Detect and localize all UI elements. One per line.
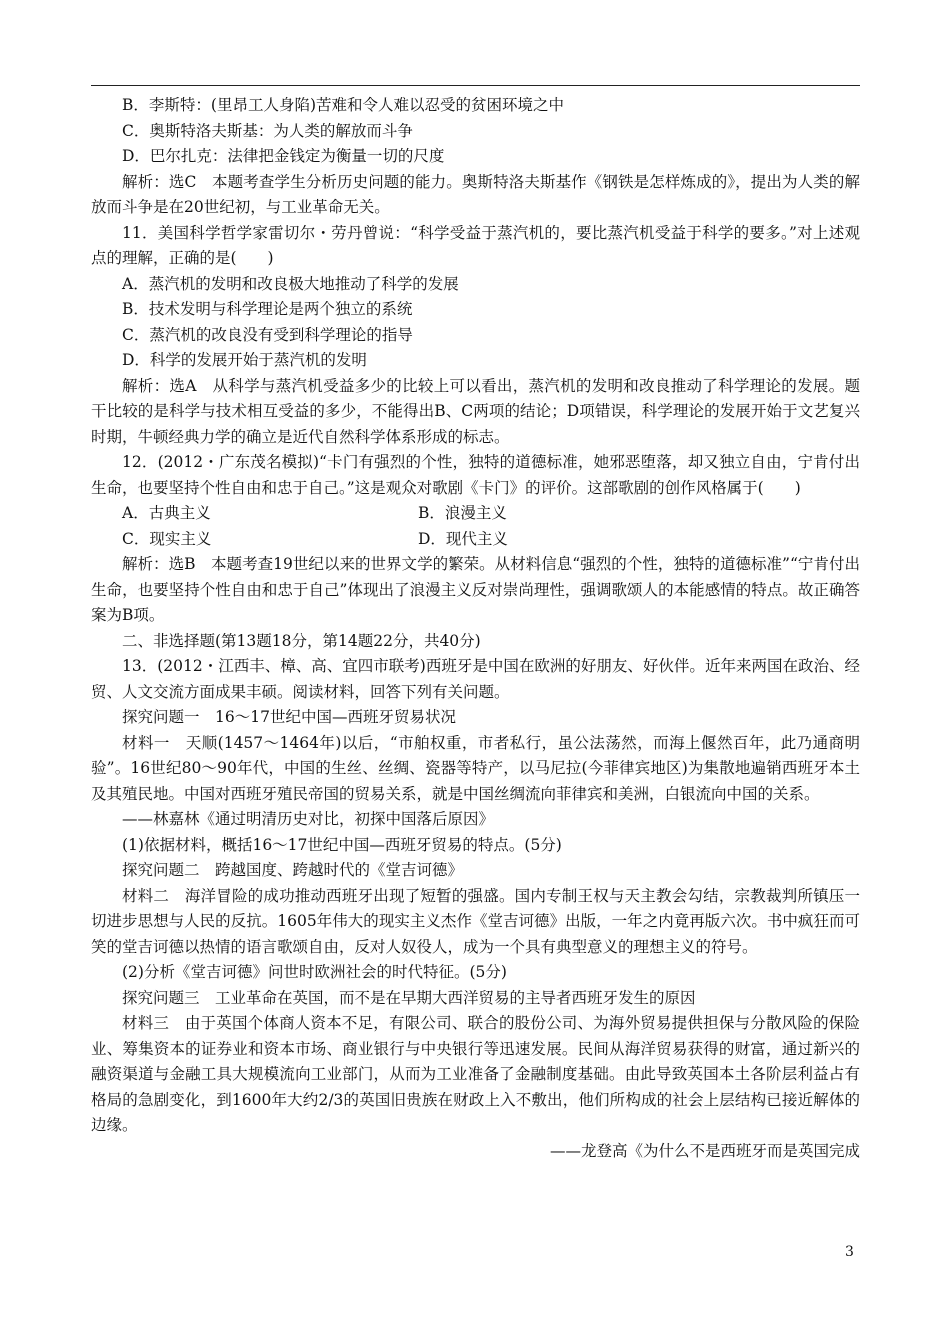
section-2-heading: 二、非选择题(第13题18分，第14题22分，共40分) [122, 631, 481, 650]
page-content [91, 93, 860, 1164]
q10-analysis: 解析：选C 本题考查学生分析历史问题的能力。奥斯特洛夫斯基作《钢铁是怎样炼成的》，提出为人类的解放而斗争是在20世纪初，与工业革命无关。 [91, 172, 860, 216]
q10-option-b: B．李斯特：(里昂工人身陷)苦难和令人难以忍受的贫困环境之中 [122, 96, 564, 114]
q11-option-b: B．技术发明与科学理论是两个独立的系统 [122, 300, 413, 318]
q12-stem: 12．(2012・广东茂名模拟)“卡门有强烈的个性，独特的道德标准，她邪恶堕落，却又独立自由，宁肯付出生命，也要坚持个性自由和忠于自己。”这是观众对歌剧《卡门》的评价。这部歌剧的创作风格属于( ) [91, 453, 860, 497]
q12-options-row-1 [91, 501, 860, 527]
q13-inquiry-1: 探究问题一 16～17世纪中国—西班牙贸易状况 [122, 708, 456, 726]
q12-option-d: D．现代主义 [418, 529, 508, 548]
q13-source-1: ——林嘉林《通过明清历史对比，初探中国落后原因》 [122, 810, 495, 828]
q13-inquiry-2: 探究问题二 跨越国度、跨越时代的《堂吉诃德》 [122, 861, 464, 879]
q11-option-a: A．蒸汽机的发明和改良极大地推动了科学的发展 [122, 274, 459, 293]
q13-source-3: ——龙登高《为什么不是西班牙而是英国完成 [549, 1141, 860, 1160]
header-rule [91, 85, 860, 86]
q11-option-c: C．蒸汽机的改良没有受到科学理论的指导 [122, 325, 413, 344]
q13-subquestion-2: (2)分析《堂吉诃德》问世时欧洲社会的时代特征。(5分) [122, 963, 507, 981]
q12-option-c: C．现实主义 [122, 529, 212, 548]
q13-material-3: 材料三 由于英国个体商人资本不足，有限公司、联合的股份公司、为海外贸易提供担保与分散风险的保险业、筹集资本的证券业和资本市场、商业银行与中央银行等迅速发展。民间从海洋贸易获得的财富，通过新兴的融资渠道与金融工具大规模流向工业部门，从而为工业准备了金融制度基础。由此导致英国本土各阶层利益占有格局的急剧变化，到1600年大约2/3的英国旧贵族在财政上入不敷出，他们所构成的社会上层结构已接近解体的边缘。 [91, 1014, 860, 1134]
q13-material-1: 材料一 天顺(1457～1464年)以后，“市舶权重，市者私行，虽公法荡然，而海上偃然百年，此乃通商明验”。16世纪80～90年代，中国的生丝、丝绸、瓷器等特产，以马尼拉(今菲律宾地区)为集散地遍销西班牙本土及其殖民地。中国对西班牙殖民帝国的贸易关系，就是中国丝绸流向菲律宾和美洲，白银流向中国的关系。 [91, 733, 860, 803]
q12-options-row-2 [91, 527, 860, 553]
q12-option-b: B．浪漫主义 [418, 504, 507, 522]
q12-option-a: A．古典主义 [122, 504, 211, 522]
q10-option-d: D．巴尔扎克：法律把金钱定为衡量一切的尺度 [122, 147, 445, 165]
q13-subquestion-1: (1)依据材料，概括16～17世纪中国—西班牙贸易的特点。(5分) [122, 835, 562, 854]
q12-analysis: 解析：选B 本题考查19世纪以来的世界文学的繁荣。从材料信息“强烈的个性，独特的道德标准”“宁肯付出生命，也要坚持个性自由和忠于自己”体现出了浪漫主义反对崇尚理性，强调歌颂人的本能感情的特点。故正确答案为B项。 [91, 555, 860, 624]
q10-option-c: C．奥斯特洛夫斯基：为人类的解放而斗争 [122, 121, 413, 140]
page-number: 3 [845, 1244, 854, 1260]
q13-stem: 13．(2012・江西丰、樟、高、宜四市联考)西班牙是中国在欧洲的好朋友、好伙伴。近年来两国在政治、经贸、人文交流方面成果丰硕。阅读材料，回答下列有关问题。 [91, 657, 860, 701]
q11-option-d: D．科学的发展开始于蒸汽机的发明 [122, 351, 367, 369]
q13-inquiry-3: 探究问题三 工业革命在英国，而不是在早期大西洋贸易的主导者西班牙发生的原因 [122, 988, 696, 1007]
q13-material-2: 材料二 海洋冒险的成功推动西班牙出现了短暂的强盛。国内专制王权与天主教会勾结，宗教裁判所镇压一切进步思想与人民的反抗。1605年伟大的现实主义杰作《堂吉诃德》出版，一年之内竟再版六次。书中疯狂而可笑的堂吉诃德以热情的语言歌颂自由，反对人奴役人，成为一个具有典型意义的理想主义的符号。 [91, 886, 860, 956]
q11-analysis: 解析：选A 从科学与蒸汽机受益多少的比较上可以看出，蒸汽机的发明和改良推动了科学理论的发展。题干比较的是科学与技术相互受益的多少，不能得出B、C两项的结论；D项错误，科学理论的发展开始于文艺复兴时期，牛顿经典力学的确立是近代自然科学体系形成的标志。 [91, 376, 860, 446]
q11-stem: 11．美国科学哲学家雷切尔・劳丹曾说：“科学受益于蒸汽机的，要比蒸汽机受益于科学的要多。”对上述观点的理解，正确的是( ) [91, 223, 860, 267]
